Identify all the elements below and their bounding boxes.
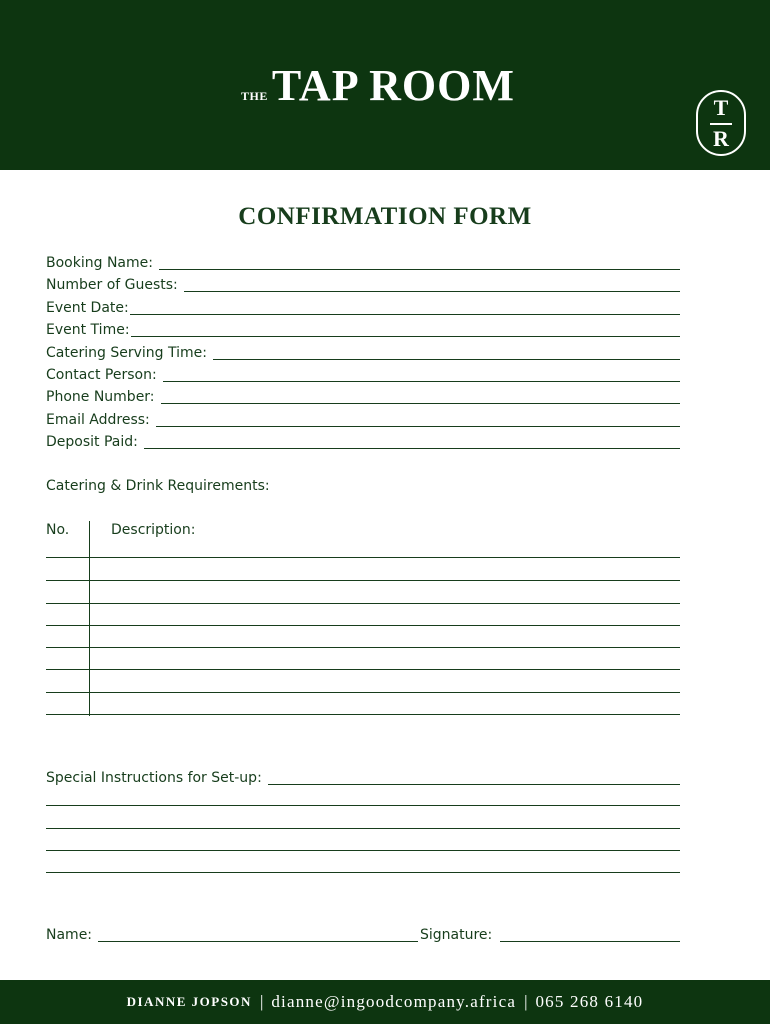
column-header-no: No. [46, 522, 70, 538]
table-column-divider [89, 521, 90, 716]
signature-label: Signature: [420, 927, 493, 943]
deposit-label: Deposit Paid: [46, 434, 138, 450]
event-time-field[interactable] [46, 319, 680, 339]
signature-field[interactable] [420, 924, 680, 944]
instructions-line[interactable] [46, 805, 680, 806]
special-instructions-line[interactable] [268, 784, 680, 785]
signature-line[interactable] [500, 941, 680, 942]
table-row-line[interactable] [46, 692, 680, 693]
booking-name-line[interactable] [159, 269, 680, 270]
table-row-line[interactable] [46, 625, 680, 626]
email-line[interactable] [156, 426, 680, 427]
footer-phone[interactable]: 065 268 6140 [535, 992, 644, 1011]
footer-contact-name: DIANNE JOPSON [126, 994, 252, 1009]
brand-logo [241, 62, 515, 110]
monogram-divider [710, 123, 732, 125]
footer-separator: | [259, 992, 264, 1011]
monogram-letter-bottom: R [713, 126, 729, 151]
event-date-line[interactable] [130, 314, 680, 315]
deposit-line[interactable] [144, 448, 680, 449]
event-date-label: Event Date: [46, 300, 129, 316]
instructions-line[interactable] [46, 872, 680, 873]
email-field[interactable] [46, 409, 680, 429]
monogram-letter-top: T [713, 95, 729, 120]
serving-time-line[interactable] [213, 359, 680, 360]
serving-time-field[interactable] [46, 342, 680, 362]
name-label: Name: [46, 927, 93, 943]
phone-field[interactable] [46, 386, 680, 406]
contact-person-line[interactable] [163, 381, 680, 382]
name-field[interactable] [46, 924, 418, 944]
table-row-line[interactable] [46, 580, 680, 581]
deposit-field[interactable] [46, 431, 680, 451]
table-row-line[interactable] [46, 647, 680, 648]
footer-separator: | [524, 992, 528, 1011]
email-label: Email Address: [46, 412, 150, 428]
footer-bar [0, 980, 770, 1024]
instructions-line[interactable] [46, 850, 680, 851]
event-time-line[interactable] [131, 336, 680, 337]
brand-prefix: THE [241, 89, 268, 103]
guests-line[interactable] [184, 291, 680, 292]
instructions-line[interactable] [46, 828, 680, 829]
phone-line[interactable] [161, 403, 680, 404]
requirements-heading: Catering & Drink Requirements: [46, 478, 270, 494]
contact-person-label: Contact Person: [46, 367, 157, 383]
monogram-badge [696, 90, 746, 156]
special-instructions-field[interactable] [46, 767, 680, 787]
event-time-label: Event Time: [46, 322, 130, 338]
name-line[interactable] [98, 941, 418, 942]
booking-name-label: Booking Name: [46, 255, 153, 271]
event-date-field[interactable] [46, 297, 680, 317]
guests-field[interactable] [46, 274, 680, 294]
booking-name-field[interactable] [46, 252, 680, 272]
table-row-line[interactable] [46, 669, 680, 670]
guests-label: Number of Guests: [46, 277, 178, 293]
special-instructions-label: Special Instructions for Set-up: [46, 770, 262, 786]
serving-time-label: Catering Serving Time: [46, 345, 207, 361]
footer-email[interactable]: dianne@ingoodcompany.africa [271, 992, 517, 1011]
brand-name: TAP ROOM [271, 61, 515, 110]
table-row-line[interactable] [46, 714, 680, 715]
contact-person-field[interactable] [46, 364, 680, 384]
header-banner [0, 0, 770, 170]
column-header-description: Description: [111, 522, 196, 538]
form-title: CONFIRMATION FORM [238, 203, 532, 230]
phone-label: Phone Number: [46, 389, 155, 405]
table-row-line[interactable] [46, 603, 680, 604]
table-row-line[interactable] [46, 557, 680, 558]
